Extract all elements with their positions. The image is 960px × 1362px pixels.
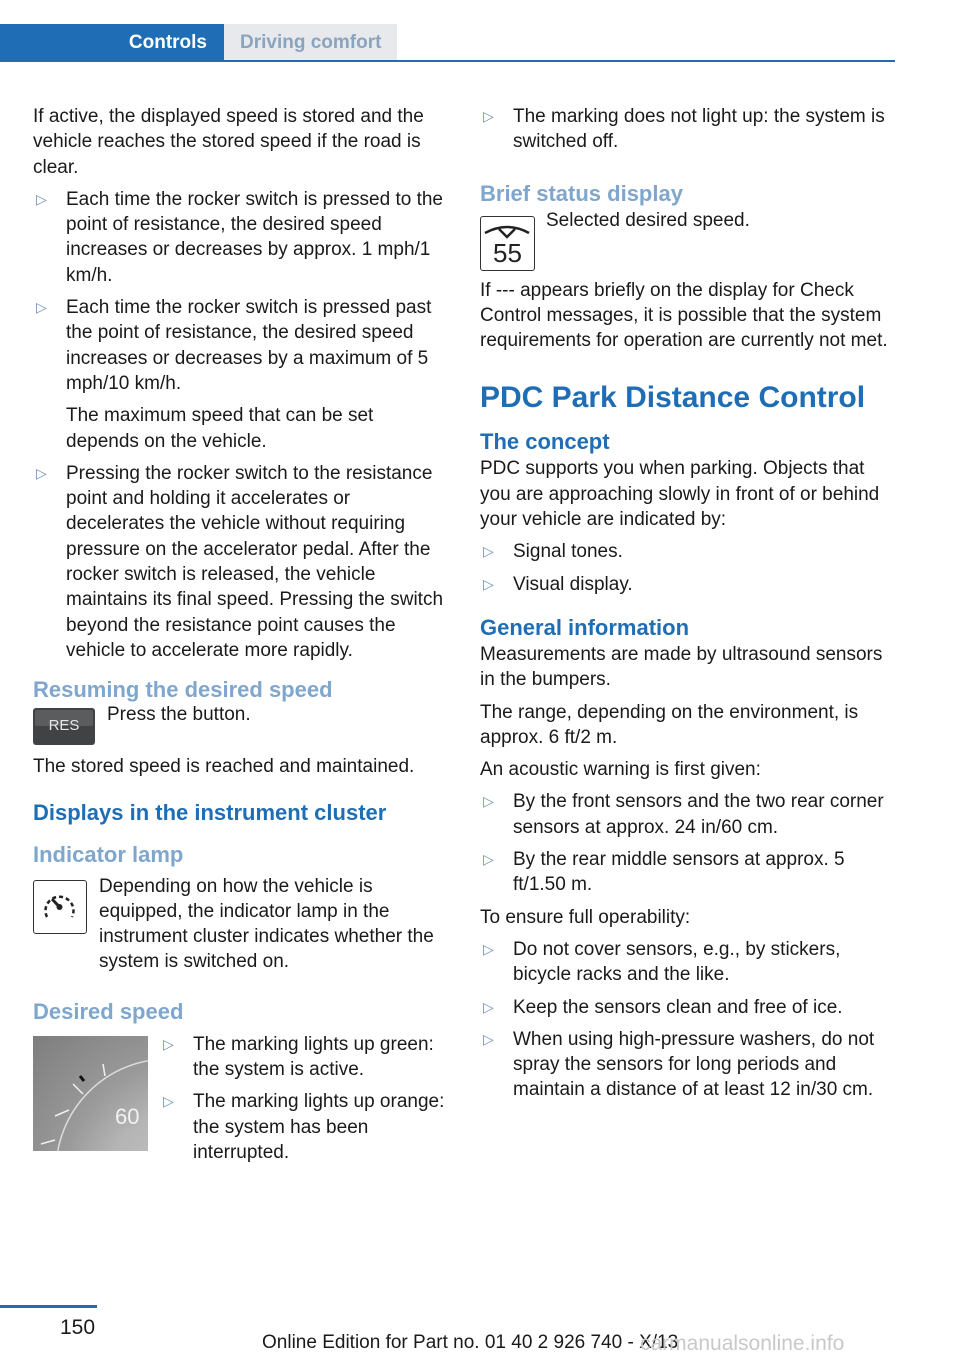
bullet-icon: ▷ [483, 575, 494, 592]
desired-block [33, 1032, 449, 1192]
general-p3: An acoustic warning is first given: [480, 759, 761, 781]
list-item-text: The marking lights up orange: the system has been interrupted. [193, 1091, 445, 1163]
operability-list [480, 937, 896, 1103]
list-item-text: By the front sensors and the two rear corner sensors at approx. 24 in/60 cm. [513, 791, 884, 838]
list-item [480, 572, 896, 597]
list-item [480, 104, 896, 155]
res-button-row [33, 704, 449, 754]
right-column [480, 104, 896, 1110]
list-item [480, 847, 896, 898]
cruise-indicator-icon [33, 880, 87, 934]
resume-text: Press the button. [107, 704, 251, 726]
list-item-text: Each time the rocker switch is pressed to the point of resistance, the desired speed increases or decreases by approx. 1 mph/1 km/h. [66, 188, 443, 286]
bullet-icon: ▷ [483, 998, 494, 1015]
desired-heading: Desired speed [33, 998, 184, 1024]
indicator-heading: Indicator lamp [33, 841, 184, 867]
resume-heading: Resuming the desired speed [33, 677, 333, 703]
indicator-text-start [99, 874, 449, 975]
speed-limit-number: 55 [493, 237, 522, 268]
list-item-text: Pressing the rocker switch to the resistance point and holding it accelerates or decelerates the vehicle without requiring pressure on the accelerator pedal. After the rocker switch is released, the vehicle maintains its final speed. Pressing the switch beyond the resistance point causes the vehicle to accelerate more rapidly. [66, 462, 444, 661]
warning-list [480, 789, 896, 897]
footer-rule [0, 1305, 97, 1308]
bullet-icon: ▷ [483, 940, 494, 957]
res-label: RES [48, 717, 80, 735]
list-item [33, 461, 449, 663]
tab-controls[interactable]: Controls [0, 24, 224, 62]
list-item [160, 1089, 450, 1165]
brief-status-block [480, 209, 896, 278]
brief-status-text: Selected desired speed. [546, 209, 750, 231]
edition-text: Online Edition for Part no. 01 40 2 926 740 - X/13 [262, 1332, 679, 1353]
gauge-number: 60 [115, 1103, 140, 1129]
rocker-switch-list [33, 187, 449, 663]
list-item [480, 789, 896, 840]
bullet-icon: ▷ [36, 299, 47, 316]
list-item-text: When using high-pressure washers, do not spray the sensors for long periods and maintain a distance of at least 12 in/30 cm. [513, 1028, 875, 1101]
bullet-icon: ▷ [483, 108, 494, 124]
watermark: carmanualsonline.info [640, 1332, 845, 1355]
general-p2: The range, depending on the environment, is approx. 6 ft/2 m. [480, 701, 859, 748]
list-item [480, 995, 896, 1020]
list-item [33, 187, 449, 288]
bullet-icon: ▷ [36, 464, 47, 481]
operability-text: To ensure full operability: [480, 906, 691, 928]
list-item-text: Do not cover sensors, e.g., by stickers, bicycle racks and the like. [513, 938, 841, 986]
list-item-text: The marking does not light up: the system is switched off. [513, 106, 885, 153]
indicator-block [33, 874, 449, 975]
bullet-icon: ▷ [483, 543, 494, 560]
list-item-note: The maximum speed that can be set depends on the vehicle. [66, 405, 374, 452]
page-number: 150 [60, 1316, 96, 1339]
speed-limit-icon [480, 216, 535, 271]
list-item-text: Visual display. [513, 573, 633, 595]
indicator-text: Depending on how the vehicle is equipped, the indicator lamp in the instrument cluster indicates whether the system is switched on. [99, 875, 434, 973]
list-item-text: Keep the sensors clean and free of ice. [513, 996, 843, 1018]
list-item [33, 295, 449, 454]
left-column [33, 104, 449, 1192]
list-item [480, 1027, 896, 1103]
list-item [160, 1032, 450, 1083]
list-item-text: By the rear middle sensors at approx. 5 ft/1.50 m. [513, 849, 845, 896]
bullet-icon: ▷ [483, 793, 494, 810]
list-item [480, 539, 896, 564]
list-item-text: Signal tones. [513, 541, 623, 563]
bullet-icon: ▷ [483, 1030, 494, 1047]
concept-text: PDC supports you when parking. Objects that you are approaching slowly in front of or behind your vehicle are indicated by: [480, 458, 880, 531]
general-p1: Measurements are made by ultrasound sensors in the bumpers. [480, 643, 883, 691]
general-heading: General information [480, 614, 690, 640]
intro-paragraph: If active, the displayed speed is stored and the vehicle reaches the stored speed if the road is clear. [33, 106, 424, 178]
list-item-text: The marking lights up green: the system is active. [193, 1033, 434, 1081]
list-item-text: Each time the rocker switch is pressed past the point of resistance, the desired speed increases or decreases by a maximum of 5 mph/10 km/h. [66, 297, 432, 394]
speed-gauge-image [33, 1036, 148, 1151]
brief-after: If --- appears briefly on the display for Check Control messages, it is possible that the system requirements for operation are currently not met. [480, 279, 888, 352]
tab-driving-comfort[interactable]: Driving comfort [224, 24, 397, 62]
list-item [480, 937, 896, 988]
brief-status-heading: Brief status display [480, 180, 683, 206]
header-rule [0, 60, 895, 62]
pdc-heading: PDC Park Distance Control [480, 381, 866, 415]
bullet-icon: ▷ [163, 1035, 174, 1052]
displays-heading: Displays in the instrument cluster [33, 799, 387, 825]
concept-heading: The concept [480, 429, 610, 455]
concept-list [480, 539, 896, 597]
desired-speed-list [160, 1032, 450, 1172]
bullet-icon: ▷ [163, 1093, 174, 1110]
marking-list [480, 104, 896, 155]
res-button-icon [33, 708, 95, 745]
bullet-icon: ▷ [36, 190, 47, 207]
resume-after: The stored speed is reached and maintained. [33, 756, 415, 778]
bullet-icon: ▷ [483, 851, 494, 868]
